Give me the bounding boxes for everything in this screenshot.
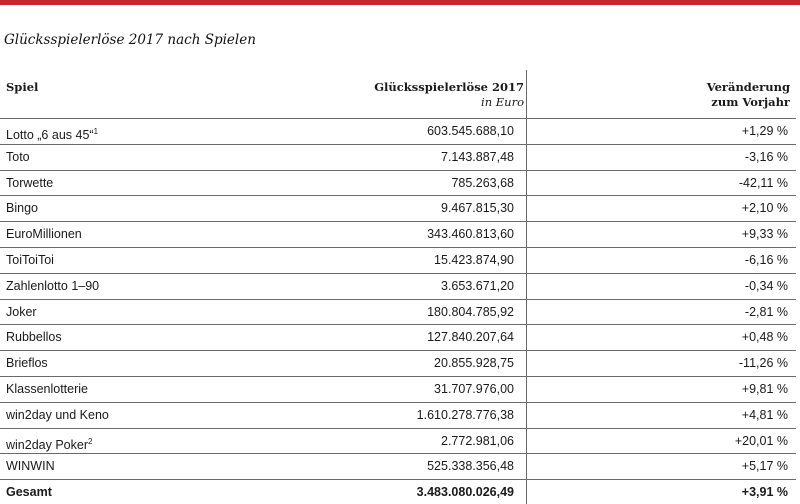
revenue-value: 525.338.356,48 — [427, 459, 514, 474]
column-divider — [526, 377, 527, 402]
change-value: +0,48 % — [741, 330, 788, 345]
table-row — [0, 300, 796, 326]
game-name-text: Joker — [6, 304, 37, 319]
table-row — [0, 274, 796, 300]
game-name-text: Zahlenlotto 1–90 — [6, 278, 100, 293]
table-header — [0, 70, 796, 119]
table-row — [0, 248, 796, 274]
change-value: -11,26 % — [738, 356, 788, 371]
header-change-line1: Veränderung — [706, 80, 790, 94]
change-value: +20,01 % — [734, 433, 788, 448]
table-row — [0, 196, 796, 222]
table-row — [0, 325, 796, 351]
game-name-text: Klassenlotterie — [6, 381, 88, 396]
column-divider — [526, 145, 527, 170]
column-divider — [526, 70, 527, 118]
game-name-text: Bingo — [6, 201, 38, 216]
table-row — [0, 119, 796, 145]
revenue-value: 603.545.688,10 — [427, 124, 514, 138]
revenue-value: 7.143.887,48 — [441, 149, 514, 164]
header-revenue-label: Glücksspielerlöse 2017 — [374, 80, 524, 94]
game-name — [6, 429, 92, 458]
column-divider — [526, 300, 527, 325]
game-name — [6, 171, 53, 196]
header-change — [707, 80, 790, 110]
game-name-text: WINWIN — [6, 459, 55, 474]
column-divider — [526, 196, 527, 221]
game-name — [6, 454, 55, 479]
column-divider — [526, 480, 527, 504]
table-row — [0, 377, 796, 403]
change-value: +2,10 % — [741, 201, 788, 216]
game-name — [6, 145, 30, 170]
change-value: -0,34 % — [744, 278, 788, 293]
revenue-value: 127.840.207,64 — [427, 330, 514, 345]
column-divider — [526, 351, 527, 376]
table-row — [0, 351, 796, 377]
change-value: +4,81 % — [741, 407, 788, 422]
game-name-text: win2day Poker — [6, 437, 88, 452]
game-name — [6, 300, 37, 325]
table-row — [0, 222, 796, 248]
table-row — [0, 403, 796, 429]
game-name-text: win2day und Keno — [6, 407, 109, 422]
revenue-table — [0, 70, 796, 504]
column-divider — [526, 119, 527, 144]
game-name — [6, 222, 82, 247]
table-row — [0, 454, 796, 480]
game-name — [6, 325, 62, 350]
column-divider — [526, 274, 527, 299]
total-revenue: 3.483.080.026,49 — [416, 485, 514, 500]
game-name — [6, 274, 99, 299]
change-value: -42,11 % — [738, 175, 788, 190]
game-name — [6, 248, 54, 273]
game-name-text: Toto — [6, 149, 30, 164]
change-value: -3,16 % — [744, 149, 788, 164]
revenue-value: 15.423.874,90 — [434, 252, 514, 267]
column-divider — [526, 222, 527, 247]
game-name-text: EuroMillionen — [6, 227, 82, 242]
table-row-total — [0, 480, 796, 504]
column-divider — [526, 325, 527, 350]
top-accent-bar — [0, 0, 800, 5]
table-row — [0, 429, 796, 455]
header-change-line2: zum Vorjahr — [711, 95, 790, 109]
table-row — [0, 171, 796, 197]
header-revenue-unit: in Euro — [481, 95, 524, 109]
revenue-value: 3.653.671,20 — [441, 278, 514, 293]
footnote-marker: 2 — [88, 436, 93, 446]
game-name — [6, 377, 88, 402]
game-name-text: Torwette — [6, 175, 54, 190]
change-value: +9,81 % — [741, 381, 788, 396]
change-value: +9,33 % — [741, 227, 788, 242]
revenue-value: 785.263,68 — [451, 175, 514, 190]
column-divider — [526, 403, 527, 428]
footnote-marker: 1 — [93, 127, 99, 136]
revenue-value: 1.610.278.776,38 — [416, 407, 514, 422]
table-body — [0, 119, 796, 480]
table-row — [0, 145, 796, 171]
game-name — [6, 119, 98, 148]
revenue-value: 9.467.815,30 — [441, 201, 514, 216]
total-label: Gesamt — [6, 485, 52, 500]
change-value: +5,17 % — [741, 459, 788, 474]
header-game: Spiel — [6, 80, 39, 94]
revenue-value: 180.804.785,92 — [427, 304, 514, 319]
revenue-value: 20.855.928,75 — [434, 356, 514, 371]
header-revenue — [374, 80, 524, 110]
game-name-text: Lotto „6 aus 45“ — [6, 128, 94, 142]
game-name-text: ToiToiToi — [6, 252, 54, 267]
game-name-text: Brieflos — [6, 356, 48, 371]
revenue-value: 343.460.813,60 — [427, 227, 514, 242]
game-name-text: Rubbellos — [6, 330, 62, 345]
game-name — [6, 196, 38, 221]
column-divider — [526, 171, 527, 196]
total-change: +3,91 % — [741, 485, 788, 500]
revenue-value: 31.707.976,00 — [434, 381, 514, 396]
column-divider — [526, 429, 527, 454]
page-title: Glücksspielerlöse 2017 nach Spielen — [4, 32, 256, 48]
change-value: -2,81 % — [744, 304, 788, 319]
game-name — [6, 351, 48, 376]
column-divider — [526, 248, 527, 273]
revenue-value: 2.772.981,06 — [441, 433, 514, 448]
change-value: -6,16 % — [744, 252, 788, 267]
column-divider — [526, 454, 527, 479]
game-name — [6, 403, 109, 428]
change-value: +1,29 % — [741, 124, 788, 138]
